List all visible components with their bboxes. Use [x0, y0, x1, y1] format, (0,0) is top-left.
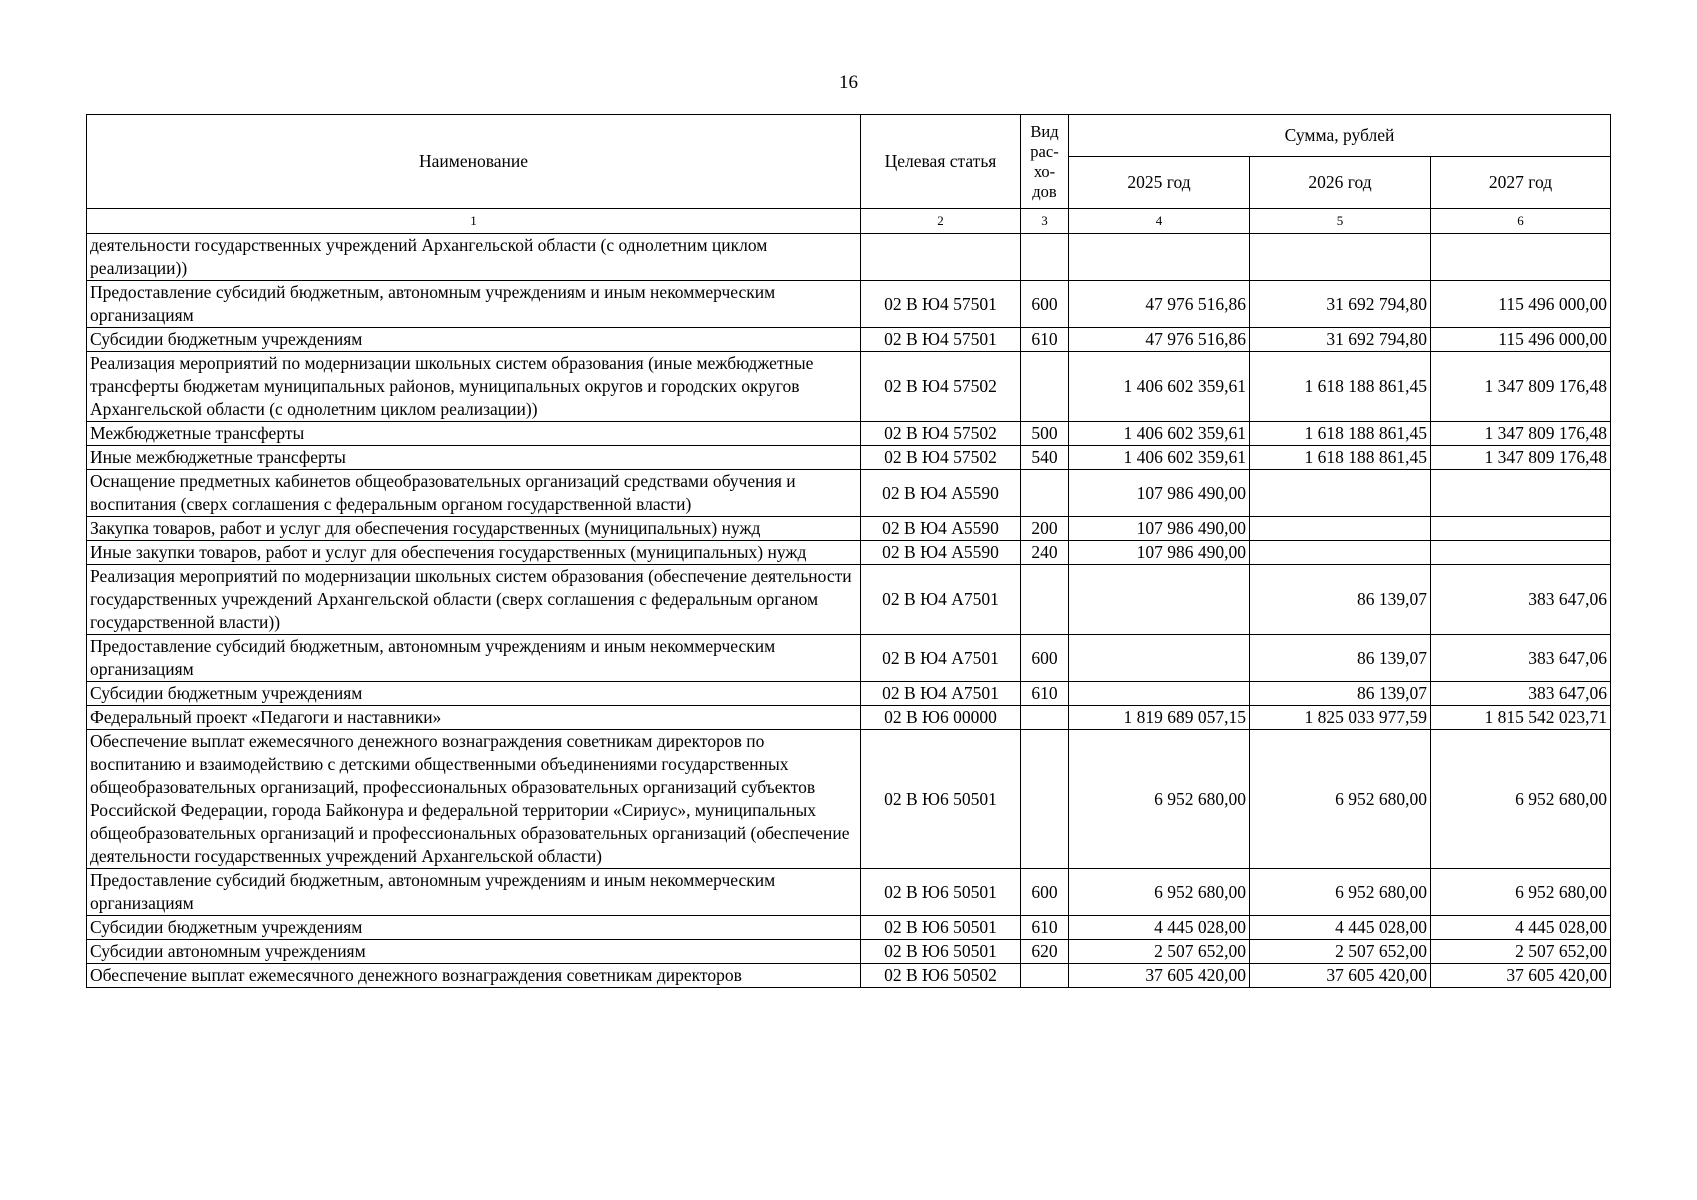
column-number: 1 — [87, 209, 861, 234]
row-amount-2025: 6 952 680,00 — [1069, 869, 1250, 916]
row-target-article: 02 В Ю4 А5590 — [861, 541, 1021, 565]
row-target-article: 02 В Ю4 57501 — [861, 328, 1021, 352]
table-row — [87, 940, 1611, 964]
row-amount-2026 — [1250, 234, 1431, 281]
row-amount-2027: 115 496 000,00 — [1431, 328, 1611, 352]
row-amount-2026: 6 952 680,00 — [1250, 869, 1431, 916]
table-row — [87, 565, 1611, 635]
row-amount-2025: 107 986 490,00 — [1069, 470, 1250, 517]
table-row — [87, 470, 1611, 517]
row-expense-type — [1021, 470, 1069, 517]
row-expense-type — [1021, 730, 1069, 869]
row-name: Предоставление субсидий бюджетным, автономным учреждениям и иным некоммерческим организациям — [87, 635, 861, 682]
row-expense-type: 240 — [1021, 541, 1069, 565]
row-amount-2025: 47 976 516,86 — [1069, 328, 1250, 352]
row-amount-2027: 37 605 420,00 — [1431, 964, 1611, 988]
table-row — [87, 281, 1611, 328]
row-amount-2027: 383 647,06 — [1431, 635, 1611, 682]
row-amount-2027: 115 496 000,00 — [1431, 281, 1611, 328]
table-row — [87, 234, 1611, 281]
row-amount-2025 — [1069, 682, 1250, 706]
header-name: Наименование — [87, 115, 861, 209]
table-row — [87, 541, 1611, 565]
row-amount-2025: 47 976 516,86 — [1069, 281, 1250, 328]
row-target-article — [861, 234, 1021, 281]
row-amount-2026: 37 605 420,00 — [1250, 964, 1431, 988]
row-name: Субсидии бюджетным учреждениям — [87, 916, 861, 940]
header-year-2025: 2025 год — [1069, 157, 1250, 209]
row-amount-2027 — [1431, 517, 1611, 541]
row-amount-2026 — [1250, 517, 1431, 541]
table-row — [87, 730, 1611, 869]
row-target-article: 02 В Ю4 А7501 — [861, 635, 1021, 682]
column-number: 4 — [1069, 209, 1250, 234]
table-row — [87, 916, 1611, 940]
column-number-row — [87, 209, 1611, 234]
row-amount-2027: 383 647,06 — [1431, 682, 1611, 706]
row-expense-type: 620 — [1021, 940, 1069, 964]
row-amount-2026: 6 952 680,00 — [1250, 730, 1431, 869]
row-amount-2027 — [1431, 234, 1611, 281]
page-number: 16 — [839, 72, 858, 93]
row-amount-2027: 1 347 809 176,48 — [1431, 446, 1611, 470]
row-expense-type: 540 — [1021, 446, 1069, 470]
row-expense-type: 200 — [1021, 517, 1069, 541]
row-amount-2025: 37 605 420,00 — [1069, 964, 1250, 988]
row-amount-2026: 1 825 033 977,59 — [1250, 706, 1431, 730]
row-amount-2026: 4 445 028,00 — [1250, 916, 1431, 940]
row-amount-2026: 86 139,07 — [1250, 565, 1431, 635]
row-expense-type: 610 — [1021, 328, 1069, 352]
row-target-article: 02 В Ю4 А5590 — [861, 470, 1021, 517]
row-name: Оснащение предметных кабинетов общеобразовательных организаций средствами обучения и воспитания (сверх соглашения с федеральным органом государственной власти) — [87, 470, 861, 517]
row-target-article: 02 В Ю4 57501 — [861, 281, 1021, 328]
row-amount-2025: 107 986 490,00 — [1069, 541, 1250, 565]
row-name: Субсидии бюджетным учреждениям — [87, 328, 861, 352]
row-target-article: 02 В Ю4 57502 — [861, 352, 1021, 422]
row-target-article: 02 В Ю6 50501 — [861, 869, 1021, 916]
row-target-article: 02 В Ю6 50501 — [861, 916, 1021, 940]
row-name: Предоставление субсидий бюджетным, автономным учреждениям и иным некоммерческим организациям — [87, 281, 861, 328]
row-expense-type: 610 — [1021, 682, 1069, 706]
row-amount-2025 — [1069, 635, 1250, 682]
row-amount-2026: 1 618 188 861,45 — [1250, 422, 1431, 446]
row-expense-type — [1021, 352, 1069, 422]
table-row — [87, 446, 1611, 470]
table-row — [87, 352, 1611, 422]
row-amount-2027: 4 445 028,00 — [1431, 916, 1611, 940]
row-amount-2025: 1 819 689 057,15 — [1069, 706, 1250, 730]
row-target-article: 02 В Ю4 А7501 — [861, 565, 1021, 635]
budget-table — [86, 114, 1611, 988]
row-expense-type: 600 — [1021, 869, 1069, 916]
row-amount-2026: 1 618 188 861,45 — [1250, 446, 1431, 470]
table-row — [87, 964, 1611, 988]
row-expense-type: 610 — [1021, 916, 1069, 940]
row-target-article: 02 В Ю6 50501 — [861, 940, 1021, 964]
row-amount-2025: 6 952 680,00 — [1069, 730, 1250, 869]
row-expense-type — [1021, 706, 1069, 730]
table-row — [87, 635, 1611, 682]
row-amount-2025: 1 406 602 359,61 — [1069, 446, 1250, 470]
row-name: деятельности государственных учреждений Архангельской области (с однолетним циклом реализации)) — [87, 234, 861, 281]
table-row — [87, 422, 1611, 446]
row-amount-2027: 1 347 809 176,48 — [1431, 352, 1611, 422]
row-amount-2025: 1 406 602 359,61 — [1069, 352, 1250, 422]
row-expense-type: 600 — [1021, 635, 1069, 682]
row-target-article: 02 В Ю4 А5590 — [861, 517, 1021, 541]
row-name: Закупка товаров, работ и услуг для обеспечения государственных (муниципальных) нужд — [87, 517, 861, 541]
row-amount-2027: 2 507 652,00 — [1431, 940, 1611, 964]
column-number: 5 — [1250, 209, 1431, 234]
row-amount-2026: 86 139,07 — [1250, 635, 1431, 682]
row-amount-2026 — [1250, 541, 1431, 565]
header-year-2027: 2027 год — [1431, 157, 1611, 209]
row-target-article: 02 В Ю6 00000 — [861, 706, 1021, 730]
row-name: Обеспечение выплат ежемесячного денежного вознаграждения советникам директоров по воспитанию и взаимодействию с детскими общественными объединениями государственных общеобразовательных организаций, профессиональных образовательных организаций субъектов Российской Федерации, города Байконура и федеральной территории «Сириус», муниципальных общеобразовательных организаций и профессиональных образовательных организаций (обеспечение деятельности государственных учреждений Архангельской области) — [87, 730, 861, 869]
row-expense-type: 600 — [1021, 281, 1069, 328]
row-expense-type — [1021, 234, 1069, 281]
row-name: Обеспечение выплат ежемесячного денежного вознаграждения советникам директоров — [87, 964, 861, 988]
column-number: 2 — [861, 209, 1021, 234]
header-expense-type: Вид рас- хо- дов — [1021, 115, 1069, 209]
row-target-article: 02 В Ю4 57502 — [861, 446, 1021, 470]
row-amount-2025: 107 986 490,00 — [1069, 517, 1250, 541]
row-target-article: 02 В Ю4 А7501 — [861, 682, 1021, 706]
row-amount-2025 — [1069, 234, 1250, 281]
row-name: Субсидии бюджетным учреждениям — [87, 682, 861, 706]
table-row — [87, 869, 1611, 916]
row-name: Межбюджетные трансферты — [87, 422, 861, 446]
row-name: Иные межбюджетные трансферты — [87, 446, 861, 470]
row-amount-2027 — [1431, 470, 1611, 517]
table-row — [87, 328, 1611, 352]
header-sum: Сумма, рублей — [1069, 115, 1611, 157]
row-target-article: 02 В Ю4 57502 — [861, 422, 1021, 446]
row-expense-type — [1021, 964, 1069, 988]
row-amount-2026: 31 692 794,80 — [1250, 281, 1431, 328]
row-name: Реализация мероприятий по модернизации школьных систем образования (иные межбюджетные трансферты бюджетам муниципальных районов, муниципальных округов и городских округов Архангельской области (с однолетним циклом реализации)) — [87, 352, 861, 422]
row-expense-type — [1021, 565, 1069, 635]
row-amount-2027: 1 815 542 023,71 — [1431, 706, 1611, 730]
row-name: Федеральный проект «Педагоги и наставники» — [87, 706, 861, 730]
row-name: Предоставление субсидий бюджетным, автономным учреждениям и иным некоммерческим организациям — [87, 869, 861, 916]
table-row — [87, 517, 1611, 541]
row-amount-2026: 86 139,07 — [1250, 682, 1431, 706]
row-target-article: 02 В Ю6 50502 — [861, 964, 1021, 988]
column-number: 6 — [1431, 209, 1611, 234]
table-body — [87, 234, 1611, 988]
row-amount-2026: 2 507 652,00 — [1250, 940, 1431, 964]
row-amount-2025: 2 507 652,00 — [1069, 940, 1250, 964]
table-row — [87, 706, 1611, 730]
table-row — [87, 682, 1611, 706]
row-name: Субсидии автономным учреждениям — [87, 940, 861, 964]
row-amount-2026: 1 618 188 861,45 — [1250, 352, 1431, 422]
row-expense-type: 500 — [1021, 422, 1069, 446]
column-number: 3 — [1021, 209, 1069, 234]
header-target-article: Целевая статья — [861, 115, 1021, 209]
row-name: Реализация мероприятий по модернизации школьных систем образования (обеспечение деятельности государственных учреждений Архангельской области (сверх соглашения с федеральным органом государственной власти)) — [87, 565, 861, 635]
row-amount-2027: 6 952 680,00 — [1431, 869, 1611, 916]
row-amount-2027: 383 647,06 — [1431, 565, 1611, 635]
row-amount-2025: 1 406 602 359,61 — [1069, 422, 1250, 446]
row-amount-2026 — [1250, 470, 1431, 517]
row-amount-2025 — [1069, 565, 1250, 635]
row-amount-2026: 31 692 794,80 — [1250, 328, 1431, 352]
row-name: Иные закупки товаров, работ и услуг для обеспечения государственных (муниципальных) нужд — [87, 541, 861, 565]
row-amount-2027: 6 952 680,00 — [1431, 730, 1611, 869]
row-amount-2025: 4 445 028,00 — [1069, 916, 1250, 940]
row-amount-2027: 1 347 809 176,48 — [1431, 422, 1611, 446]
row-amount-2027 — [1431, 541, 1611, 565]
header-year-2026: 2026 год — [1250, 157, 1431, 209]
row-target-article: 02 В Ю6 50501 — [861, 730, 1021, 869]
